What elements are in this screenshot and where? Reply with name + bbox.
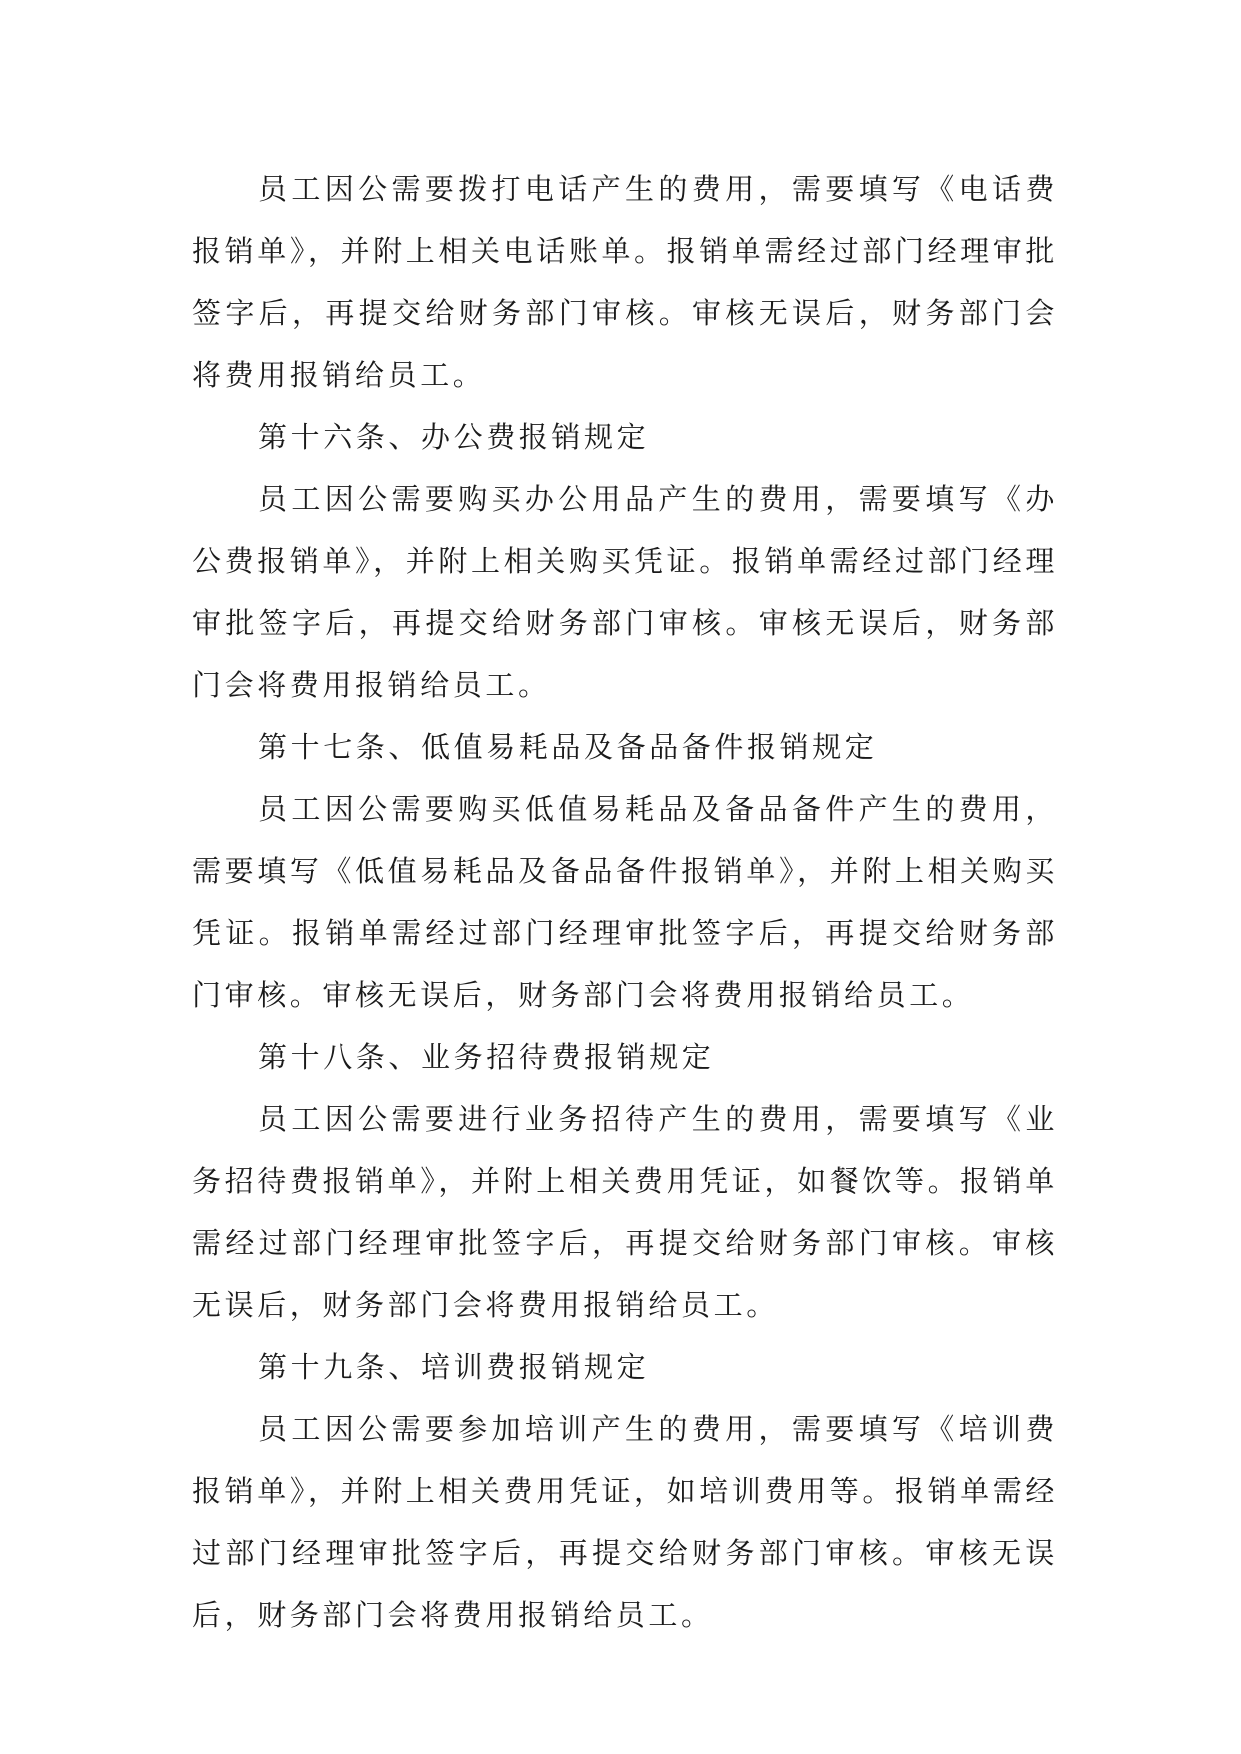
paragraph-entertainment-expense: 员工因公需要进行业务招待产生的费用，需要填写《业务招待费报销单》，并附上相关费用凭证，如餐饮等。报销单需经过部门经理审批签字后，再提交给财务部门审核。审核无误后，财务部门会将费用报销给员工。 xyxy=(192,1102,1058,1322)
paragraph-consumables-expense: 员工因公需要购买低值易耗品及备品备件产生的费用，需要填写《低值易耗品及备品备件报销单》，并附上相关购买凭证。报销单需经过部门经理审批签字后，再提交给财务部门审核。审核无误后，财务部门会将费用报销给员工。 xyxy=(192,792,1058,1012)
paragraph-training-expense: 员工因公需要参加培训产生的费用，需要填写《培训费报销单》，并附上相关费用凭证，如培训费用等。报销单需经过部门经理审批签字后，再提交给财务部门审核。审核无误后，财务部门会将费用报销给员工。 xyxy=(192,1412,1058,1632)
article-17-heading: 第十七条、低值易耗品及备品备件报销规定 xyxy=(258,730,878,764)
article-18-heading: 第十八条、业务招待费报销规定 xyxy=(258,1040,715,1074)
paragraph-office-expense: 员工因公需要购买办公用品产生的费用，需要填写《办公费报销单》，并附上相关购买凭证。报销单需经过部门经理审批签字后，再提交给财务部门审核。审核无误后，财务部门会将费用报销给员工。 xyxy=(192,482,1058,702)
article-16-heading: 第十六条、办公费报销规定 xyxy=(258,420,650,454)
paragraph-phone-expense: 员工因公需要拨打电话产生的费用，需要填写《电话费报销单》，并附上相关电话账单。报销单需经过部门经理审批签字后，再提交给财务部门审核。审核无误后，财务部门会将费用报销给员工。 xyxy=(192,172,1058,392)
document-body xyxy=(192,158,1058,1646)
article-19-heading: 第十九条、培训费报销规定 xyxy=(258,1350,650,1384)
